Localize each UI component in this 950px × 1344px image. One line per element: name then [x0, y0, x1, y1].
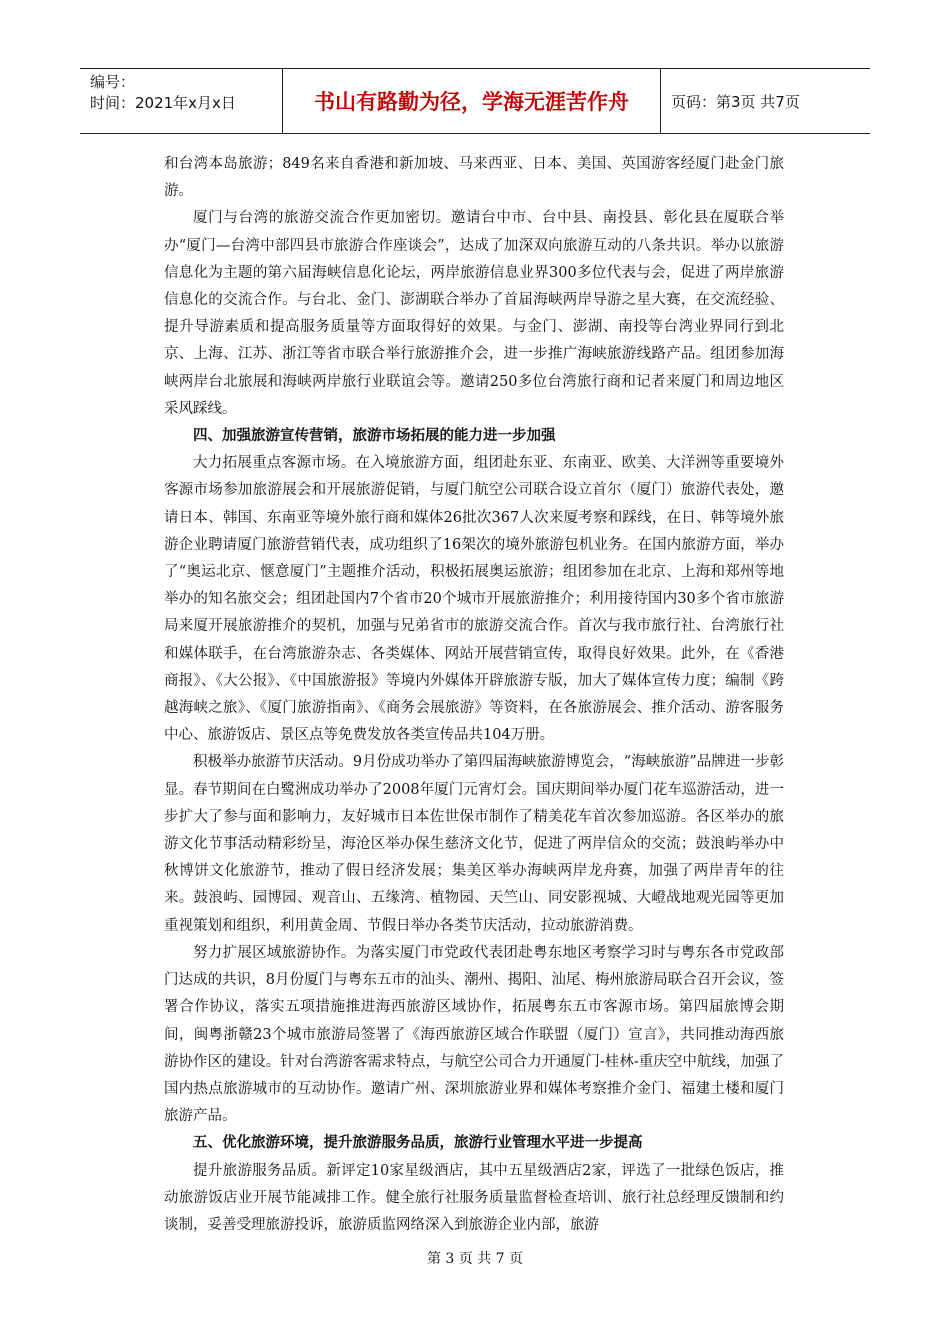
number-label: 编号：	[90, 73, 136, 91]
paragraph: 厦门与台湾的旅游交流合作更加密切。邀请台中市、台中县、南投县、彰化县在厦联合举办“厦门—台湾中部四县市旅游合作座谈会”，达成了加深双向旅游互动的八条共识。举办以旅游信息化为主题的第六届海峡信息化论坛，两岸旅游信息业界300多位代表与会，促进了两岸旅游信息化的交流合作。与台北、金门、澎湖联合举办了首届海峡两岸导游之星大赛，在交流经验、提升导游素质和提高服务质量等方面取得好的效果。与金门、澎湖、南投等台湾业界同行到北京、上海、江苏、浙江等省市联合举行旅游推介会，进一步推广海峡旅游线路产品。组团参加海峡两岸台北旅展和海峡两岸旅行业联谊会等。邀请250多位台湾旅行商和记者来厦门和周边地区采风踩线。	[164, 210, 784, 417]
paragraph: 努力扩展区域旅游协作。为落实厦门市党政代表团赴粤东地区考察学习时与粤东各市党政部门达成的共识，8月份厦门与粤东五市的汕头、潮州、揭阳、汕尾、梅州旅游局联合召开会议，签署合作协议，落实五项措施推进海西旅游区域协作，拓展粤东五市客源市场。第四届旅博会期间，闽粤浙赣23个城市旅游局签署了《海西旅游区域合作联盟（厦门）宣言》，共同推动海西旅游协作区的建设。针对台湾游客需求特点，与航空公司合力开通厦门-桂林-重庆空中航线，加强了国内热点旅游城市的互动协作。邀请广州、深圳旅游业界和媒体考察推介金门、福建土楼和厦门旅游产品。	[164, 944, 784, 1125]
header-meta	[80, 69, 283, 133]
paragraph: 提升旅游服务品质。新评定10家星级酒店，其中五星级酒店2家，评选了一批绿色饭店，推动旅游饭店业开展节能减排工作。健全旅行社服务质量监督检查培训、旅行社总经理反馈制和约谈制，妥善受理旅游投诉，旅游质监网络深入到旅游企业内部，旅游	[164, 1162, 784, 1233]
page-footer: 第 3 页 共 7 页	[426, 1251, 524, 1267]
paragraph: 大力拓展重点客源市场。在入境旅游方面，组团赴东亚、东南亚、欧美、大洋洲等重要境外客源市场参加旅游展会和开展旅游促销，与厦门航空公司联合设立首尔（厦门）旅游代表处，邀请日本、韩国、东南亚等境外旅行商和媒体26批次367人次来厦考察和踩线，在日、韩等境外旅游企业聘请厦门旅游营销代表，成功组织了16架次的境外旅游包机业务。在国内旅游方面，举办了“奥运北京、惬意厦门”主题推介活动，积极拓展奥运旅游；组团参加在北京、上海和郑州等地举办的知名旅交会；组团赴国内7个省市20个城市开展旅游推介；利用接待国内30多个省市旅游局来厦开展旅游推介的契机，加强与兄弟省市的旅游交流合作。首次与我市旅行社、台湾旅行社和媒体联手，在台湾旅游杂志、各类媒体、网站开展营销宣传，取得良好效果。此外，在《香港商报》、《大公报》、《中国旅游报》等境内外媒体开辟旅游专版，加大了媒体宣传力度；编制《跨越海峡之旅》、《厦门旅游指南》、《商务会展旅游》等资料，在各旅游展会、推介活动、游客服务中心、旅游饭店、景区点等免费发放各类宣传品共104万册。	[164, 455, 784, 744]
date-label: 时间：2021年x月x日	[90, 94, 236, 112]
page-header	[80, 68, 870, 134]
document-body	[164, 151, 784, 1239]
section-heading: 四、加强旅游宣传营销，旅游市场拓展的能力进一步加强	[193, 428, 556, 445]
header-motto: 书山有路勤为径，学海无涯苦作舟	[283, 69, 661, 133]
paragraph: 和台湾本岛旅游；849名来自香港和新加坡、马来西亚、日本、美国、英国游客经厦门赴金门旅游。	[164, 156, 784, 200]
section-heading: 五、优化旅游环境，提升旅游服务品质，旅游行业管理水平进一步提高	[193, 1135, 643, 1152]
paragraph: 积极举办旅游节庆活动。9月份成功举办了第四届海峡旅游博览会，“海峡旅游”品牌进一步彰显。春节期间在白鹭洲成功举办了2008年厦门元宵灯会。国庆期间举办厦门花车巡游活动，进一步扩大了参与面和影响力，友好城市日本佐世保市制作了精美花车首次参加巡游。各区举办的旅游文化节事活动精彩纷呈，海沧区举办保生慈济文化节，促进了两岸信众的交流；鼓浪屿举办中秋博饼文化旅游节，推动了假日经济发展；集美区举办海峡两岸龙舟赛，加强了两岸青年的往来。鼓浪屿、园博园、观音山、五缘湾、植物园、天竺山、同安影视城、大嶝战地观光园等更加重视策划和组织，利用黄金周、节假日举办各类节庆活动，拉动旅游消费。	[164, 754, 784, 934]
header-page-label: 页码：第3页 共7页	[671, 92, 800, 111]
